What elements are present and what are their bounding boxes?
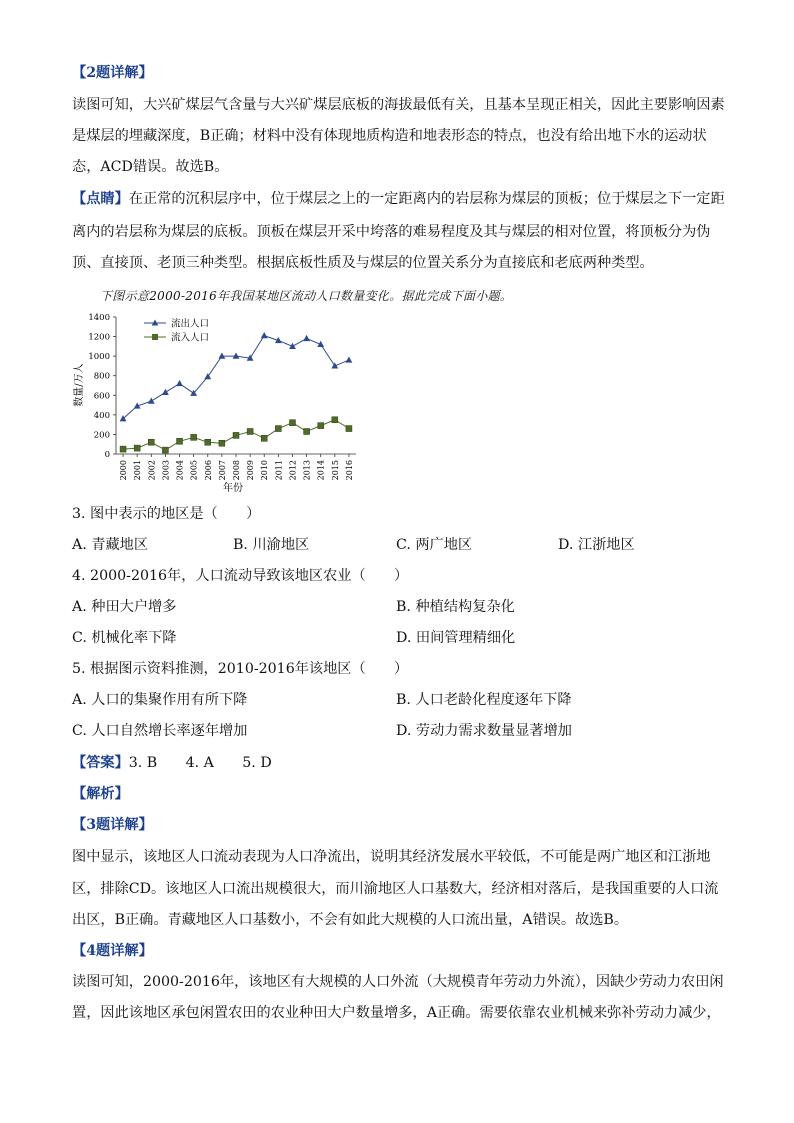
outflow-point (176, 380, 183, 386)
y-tick-label: 1000 (88, 352, 110, 363)
inflow-point (261, 435, 267, 441)
q4-option-a: A. 种田大户增多 (72, 599, 177, 615)
chart-legend (144, 318, 209, 344)
q4-text-line: 读图可知，2000-2016年，该地区有大规模的人口外流（大规模青年劳动力外流），因缺少劳动力农田闲 (72, 974, 724, 990)
q3-detail-heading: 【3题详解】 (72, 817, 153, 833)
x-axis-label: 年份 (223, 483, 243, 494)
q4-detail-heading: 【4题详解】 (72, 943, 153, 959)
x-tick-label: 2007 (217, 460, 227, 481)
dianjing-line (72, 189, 725, 209)
jiexi-tag: 【解析】 (72, 786, 129, 802)
x-tick-label: 2008 (232, 460, 241, 481)
q5-option-d: D. 劳动力需求数量显著增加 (396, 723, 572, 739)
x-tick-label: 2012 (288, 460, 298, 481)
dianjing-text-line: 离内的岩层称为煤层的底板。顶板在煤层开采中垮落的难易程度及其与煤层的相对位置，将顶板分为伪 (72, 224, 711, 240)
x-tick-label: 2002 (147, 460, 157, 481)
q2-detail-heading: 【2题详解】 (72, 65, 153, 81)
y-axis-label: 数量/万人 (74, 363, 85, 407)
q4-option-c: C. 机械化率下降 (72, 630, 177, 646)
inflow-point (134, 445, 140, 451)
inflow-point (162, 447, 168, 453)
y-tick-label: 200 (93, 430, 110, 441)
y-tick-label: 1200 (88, 332, 110, 343)
q3-text-line: 区，排除CD。该地区人口流出规模很大，而川渝地区人口基数大，经济相对落后，是我国重要的人口流 (72, 881, 719, 897)
x-tick-label: 2006 (203, 460, 213, 481)
inflow-point (346, 426, 352, 432)
answer-tag: 【答案】 (72, 755, 129, 771)
inflow-point (332, 417, 338, 423)
legend-marker (152, 334, 158, 340)
inflow-point (247, 428, 253, 434)
outflow-point (218, 353, 225, 359)
q4-option-d: D. 田间管理精细化 (396, 630, 516, 646)
dianjing-tag: 【点睛】 (72, 191, 129, 207)
outflow-point (261, 332, 268, 338)
inflow-point (205, 439, 211, 445)
chart-series (120, 332, 353, 453)
outflow-point (303, 335, 310, 341)
q4-text-line: 置，因此该地区承包闲置农田的农业种田大户数量增多，A正确。需要依靠农业机械来弥补劳动力减少， (72, 1005, 721, 1021)
q2-text-line: 是煤层的埋藏深度，B正确；材料中没有体现地质构造和地表形态的特点，也没有给出地下水的运动状 (72, 128, 707, 144)
x-tick-label: 2013 (302, 460, 312, 481)
y-tick-label: 1400 (88, 313, 110, 323)
inflow-point (233, 432, 239, 438)
q3-option-a: A. 青藏地区 (72, 537, 149, 553)
q3-option-d: D. 江浙地区 (558, 537, 635, 553)
x-tick-label: 2016 (344, 460, 354, 481)
inflow-point (148, 439, 154, 445)
legend-label-1: 流入人口 (171, 332, 210, 344)
answer-line (72, 753, 272, 773)
inflow-point (219, 440, 225, 446)
q4-stem: 4. 2000-2016年，人口流动导致该地区农业（ ） (72, 568, 409, 584)
answer-text: 3. B 4. A 5. D (128, 755, 272, 771)
chart-ticks (88, 313, 354, 480)
inflow-point (191, 434, 197, 440)
y-tick-label: 600 (93, 391, 110, 402)
x-tick-label: 2004 (175, 460, 185, 481)
population-flow-chart (70, 305, 370, 500)
inflow-point (275, 426, 281, 432)
inflow-point (304, 428, 310, 434)
inflow-point (177, 438, 183, 444)
q2-text-line: 态，ACD错误。故选B。 (72, 159, 229, 175)
legend-label-0: 流出人口 (171, 318, 210, 330)
q5-option-c: C. 人口自然增长率逐年增加 (72, 723, 248, 739)
y-tick-label: 0 (104, 450, 110, 460)
dianjing-text-line: 顶、直接顶、老顶三种类型。根据底板性质及与煤层的位置关系分为直接底和老底两种类型。 (72, 255, 654, 271)
x-tick-label: 2011 (274, 460, 284, 481)
dianjing-text: 在正常的沉积层序中，位于煤层之上的一定距离内的岩层称为煤层的顶板；位于煤层之下一定距 (128, 191, 725, 207)
q5-option-a: A. 人口的集聚作用有所下降 (72, 692, 248, 708)
y-tick-label: 400 (93, 410, 110, 421)
q2-text-line: 读图可知，大兴矿煤层气含量与大兴矿煤层底板的海拔最低有关，且基本呈现正相关，因此主要影响因素 (72, 97, 725, 113)
x-tick-label: 2005 (189, 460, 199, 481)
q4-option-b: B. 种植结构复杂化 (396, 599, 515, 615)
q5-stem: 5. 根据图示资料推测，2010-2016年该地区（ ） (72, 661, 409, 677)
x-tick-label: 2015 (330, 460, 340, 481)
q3-option-b: B. 川渝地区 (233, 537, 310, 553)
x-tick-label: 2000 (119, 460, 129, 481)
x-tick-label: 2009 (246, 460, 256, 481)
x-tick-label: 2014 (316, 460, 326, 481)
inflow-point (289, 420, 295, 426)
x-tick-label: 2003 (161, 460, 171, 481)
outflow-point (346, 356, 353, 362)
x-tick-label: 2010 (260, 460, 270, 481)
inflow-point (318, 423, 324, 429)
outflow-point (233, 353, 240, 359)
outflow-point (148, 398, 155, 404)
q3-stem: 3. 图中表示的地区是（ ） (72, 506, 261, 522)
chart-caption: 下图示意2000-2016年我国某地区流动人口数量变化。据此完成下面小题。 (100, 289, 513, 303)
q3-text-line: 出区，B正确。青藏地区人口基数小，不会有如此大规模的人口流出量，A错误。故选B。 (72, 912, 629, 928)
q3-text-line: 图中显示，该地区人口流动表现为人口净流出，说明其经济发展水平较低，不可能是两广地区和江浙地 (72, 849, 711, 865)
q3-option-c: C. 两广地区 (396, 537, 473, 553)
q5-option-b: B. 人口老龄化程度逐年下降 (396, 692, 572, 708)
inflow-point (120, 446, 126, 452)
x-tick-label: 2001 (133, 460, 143, 481)
y-tick-label: 800 (93, 371, 110, 382)
series-line-0 (123, 336, 349, 419)
outflow-point (162, 389, 169, 395)
